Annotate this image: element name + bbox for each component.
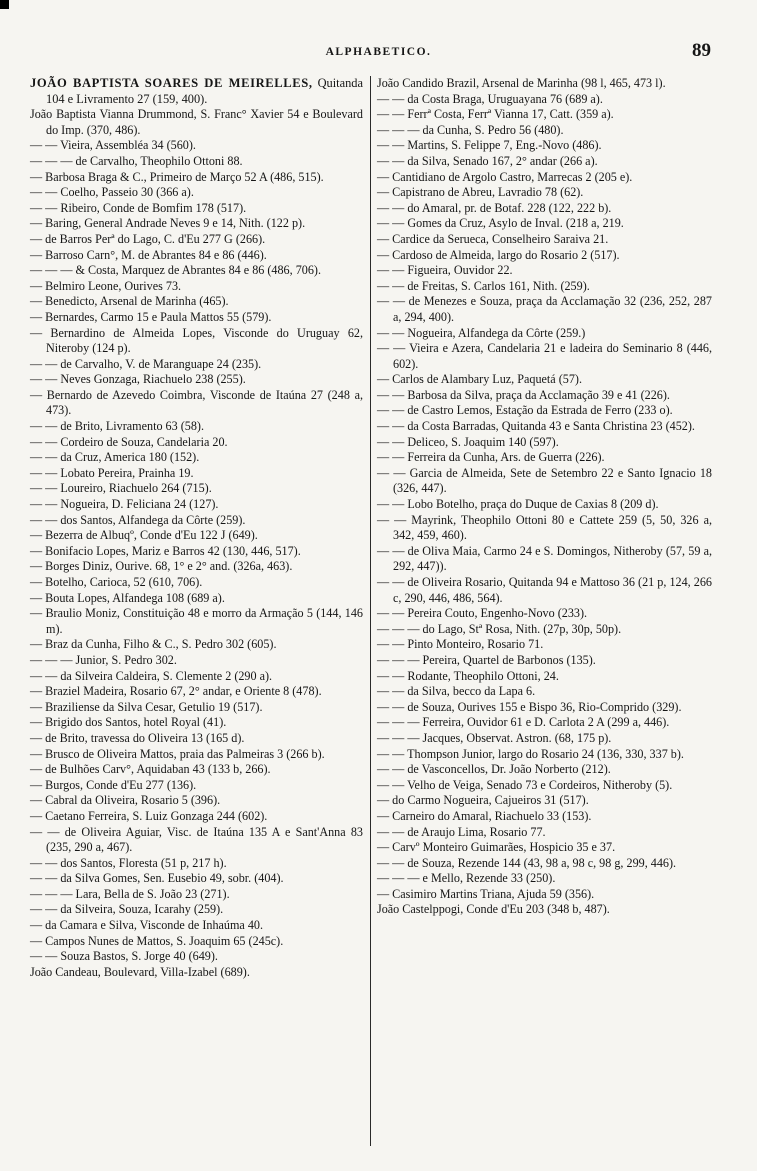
directory-entry: [30, 949, 363, 965]
entry-text: — Cardice da Serueca, Conselheiro Saraiva 21.: [377, 231, 609, 246]
entry-text: — — — Ferreira, Ouvidor 61 e D. Carlota 2 A (299 a, 446).: [377, 715, 670, 730]
entry-text: — Benedicto, Arsenal de Marinha (465).: [30, 294, 229, 309]
directory-entry: [377, 669, 712, 685]
entry-text: — — Martins, S. Felippe 7, Eng.-Novo (486).: [377, 138, 602, 153]
entry-text: — — Vieira, Assembléa 34 (560).: [30, 138, 196, 153]
entry-text: — — Pinto Monteiro, Rosario 71.: [377, 637, 544, 652]
entry-heading: JOÃO BAPTISTA SOARES DE MEIRELLES,: [30, 76, 313, 90]
directory-entry: [377, 403, 712, 419]
directory-entry: [377, 372, 712, 388]
directory-entry: [377, 606, 712, 622]
entry-text: — Cantidiano de Argolo Castro, Marrecas 2 (205 e).: [377, 169, 633, 184]
running-title: ALPHABETICO.: [325, 46, 432, 58]
directory-entry: [377, 778, 712, 794]
directory-entry: [30, 778, 363, 794]
directory-entry: [377, 747, 712, 763]
entry-text: — — da Silveira, Souza, Icarahy (259).: [30, 902, 224, 917]
directory-entry: [30, 544, 363, 560]
entry-text: — — de Oliveira Rosario, Quitanda 94 e Mattoso 36 (21 p, 124, 266 c, 290, 446, 486, 564).: [377, 575, 712, 605]
directory-entry: [377, 138, 712, 154]
directory-entry: [377, 294, 712, 325]
directory-entry: [30, 700, 363, 716]
entry-text: — — dos Santos, Floresta (51 p, 217 h).: [30, 855, 227, 870]
entry-text: — — da Silva Gomes, Sen. Eusebio 49, sobr. (404).: [30, 871, 284, 886]
entry-text: — Braziel Madeira, Rosario 67, 2° andar, e Oriente 8 (478).: [30, 684, 322, 699]
directory-entry: [30, 216, 363, 232]
directory-entry: [377, 76, 712, 92]
directory-entry: [30, 76, 363, 107]
entry-text: — Belmiro Leone, Ourives 73.: [30, 278, 182, 293]
entry-text: — Brusco de Oliveira Mattos, praia das Palmeiras 3 (266 b).: [30, 746, 325, 761]
directory-entry: [377, 497, 712, 513]
directory-entry: [30, 918, 363, 934]
directory-entry: [30, 715, 363, 731]
left-column: [30, 76, 363, 980]
entry-text: — Casimiro Martins Triana, Ajuda 59 (356).: [377, 886, 595, 901]
directory-entry: [377, 715, 712, 731]
directory-entry: [377, 216, 712, 232]
entry-text: — Bernardo de Azevedo Coimbra, Visconde de Itaúna 27 (248 a, 473).: [30, 387, 363, 418]
entry-text: — — Mayrink, Theophilo Ottoni 80 e Cattete 259 (5, 50, 326 a, 342, 459, 460).: [377, 512, 712, 543]
entry-text: João Castelppogi, Conde d'Eu 203 (348 b, 487).: [377, 902, 610, 917]
entry-text: — — — Lara, Bella de S. João 23 (271).: [30, 886, 230, 901]
directory-entry: [377, 388, 712, 404]
entry-text: — Carlos de Alambary Luz, Paquetá (57).: [377, 372, 582, 387]
directory-entry: [377, 107, 712, 123]
entry-text: — — de Araujo Lima, Rosario 77.: [377, 824, 546, 839]
entry-text: Quitanda 104 e Livramento 27 (159, 400).: [46, 76, 363, 106]
page-number: 89: [692, 40, 711, 61]
directory-entry: [30, 747, 363, 763]
directory-entry: [377, 793, 712, 809]
directory-entry: [30, 887, 363, 903]
directory-entry: [377, 466, 712, 497]
directory-entry: [377, 700, 712, 716]
entry-text: — — Neves Gonzaga, Riachuelo 238 (255).: [30, 372, 246, 387]
entry-text: — Cabral da Oliveira, Rosario 5 (396).: [30, 793, 221, 808]
entry-text: — — de Souza, Ourives 155 e Bispo 36, Rio-Comprido (329).: [377, 699, 682, 714]
directory-entry: [30, 466, 363, 482]
entry-text: — — Garcia de Almeida, Sete de Setembro 22 e Santo Ignacio 18 (326, 447).: [377, 465, 712, 496]
directory-entry: [30, 513, 363, 529]
directory-entry: [30, 138, 363, 154]
directory-entry: [30, 248, 363, 264]
entry-text: — Capistrano de Abreu, Lavradio 78 (62).: [377, 185, 584, 200]
directory-entry: [377, 154, 712, 170]
directory-entry: [30, 154, 363, 170]
directory-entry: [30, 793, 363, 809]
directory-entry: [377, 123, 712, 139]
entry-text: — Borges Diniz, Ourive. 68, 1° e 2° and. (326a, 463).: [30, 559, 293, 574]
entry-text: — — da Cruz, America 180 (152).: [30, 450, 200, 465]
entry-text: — — Nogueira, Alfandega da Côrte (259.): [377, 325, 586, 340]
entry-text: — — Velho de Veiga, Senado 73 e Cordeiros, Nitheroby (5).: [377, 777, 673, 792]
entry-text: — — Figueira, Ouvidor 22.: [377, 263, 513, 278]
directory-entry: [30, 185, 363, 201]
directory-entry: [377, 248, 712, 264]
directory-entry: [30, 731, 363, 747]
directory-entry: [377, 575, 712, 606]
directory-entry: [377, 263, 712, 279]
directory-entry: [30, 497, 363, 513]
directory-entry: [30, 357, 363, 373]
directory-entry: [30, 263, 363, 279]
entry-text: — — Pereira Couto, Engenho-Novo (233).: [377, 606, 588, 621]
entry-text: — — Barbosa da Silva, praça da Acclamação 39 e 41 (226).: [377, 387, 670, 402]
entry-text: — — Nogueira, D. Feliciana 24 (127).: [30, 497, 219, 512]
entry-text: — — de Freitas, S. Carlos 161, Nith. (259).: [377, 278, 590, 293]
entry-text: — — — Pereira, Quartel de Barbonos (135).: [377, 652, 596, 667]
entry-text: — Baring, General Andrade Neves 9 e 14, Nith. (122 p).: [30, 216, 306, 231]
directory-entry: [377, 622, 712, 638]
entry-text: João Candeau, Boulevard, Villa-Izabel (689).: [30, 964, 250, 979]
directory-entry: [377, 637, 712, 653]
entry-text: — Bezerra de Albuqº, Conde d'Eu 122 J (649).: [30, 528, 258, 543]
entry-text: — — de Menezes e Souza, praça da Acclamação 32 (236, 252, 287 a, 294, 400).: [377, 294, 712, 324]
directory-entry: [377, 170, 712, 186]
directory-entry: [30, 435, 363, 451]
directory-entry: [377, 185, 712, 201]
entry-text: — — — de Carvalho, Theophilo Ottoni 88.: [30, 153, 243, 168]
directory-entry: [377, 435, 712, 451]
entry-text: João Baptista Vianna Drummond, S. Franc° Xavier 54 e Boulevard do Imp. (370, 486).: [30, 107, 363, 137]
directory-entry: [30, 450, 363, 466]
entry-text: — — de Vasconcellos, Dr. João Norberto (212).: [377, 762, 611, 777]
directory-entry: [30, 481, 363, 497]
entry-text: — — — & Costa, Marquez de Abrantes 84 e 86 (486, 706).: [30, 263, 321, 278]
entry-text: — — de Oliveira Aguiar, Visc. de Itaúna 135 A e Sant'Anna 83 (235, 290 a, 467).: [30, 824, 363, 855]
directory-entry: [377, 450, 712, 466]
entry-text: — — — da Cunha, S. Pedro 56 (480).: [377, 122, 564, 137]
directory-entry: [30, 326, 363, 357]
page-header: [40, 38, 717, 62]
entry-text: — — Thompson Junior, largo do Rosario 24 (136, 330, 337 b).: [377, 746, 684, 761]
entry-text: — Botelho, Carioca, 52 (610, 706).: [30, 575, 203, 589]
directory-entry: [377, 419, 712, 435]
entry-text: — — da Silveira Caldeira, S. Clemente 2 (290 a).: [30, 668, 273, 683]
directory-entry: [30, 591, 363, 607]
entry-text: João Candido Brazil, Arsenal de Marinha (98 l, 465, 473 l).: [377, 76, 666, 90]
directory-entry: [377, 809, 712, 825]
directory-entry: [30, 559, 363, 575]
entry-text: — — da Silva, Senado 167, 2° andar (266 a).: [377, 153, 598, 168]
directory-entry: [30, 606, 363, 637]
directory-entry: [30, 809, 363, 825]
directory-entry: [30, 902, 363, 918]
directory-entry: [30, 201, 363, 217]
directory-entry: [377, 871, 712, 887]
directory-entry: [30, 871, 363, 887]
directory-entry: [30, 107, 363, 138]
directory-entry: [30, 856, 363, 872]
directory-entry: [377, 201, 712, 217]
directory-entry: [30, 310, 363, 326]
corner-mark: [0, 0, 9, 9]
entry-text: — — do Amaral, pr. de Botaf. 228 (122, 222 b).: [377, 200, 612, 215]
entry-text: — — Ferrª Costa, Ferrª Vianna 17, Catt. (359 a).: [377, 107, 614, 122]
entry-text: — — Deliceo, S. Joaquim 140 (597).: [377, 434, 559, 449]
entry-text: — — Lobo Botelho, praça do Duque de Caxias 8 (209 d).: [377, 497, 659, 512]
entry-text: — — Gomes da Cruz, Asylo de Inval. (218 a, 219.: [377, 216, 624, 231]
column-divider: [370, 76, 371, 1146]
entry-text: — do Carmo Nogueira, Cajueiros 31 (517).: [377, 793, 589, 808]
entry-text: — — de Castro Lemos, Estação da Estrada de Ferro (233 o).: [377, 403, 673, 418]
entry-text: — — — e Mello, Rezende 33 (250).: [377, 871, 556, 886]
directory-entry: [30, 419, 363, 435]
entry-text: — — Lobato Pereira, Prainha 19.: [30, 465, 194, 480]
directory-entry: [30, 372, 363, 388]
entry-text: — — Ribeiro, Conde de Bomfim 178 (517).: [30, 200, 247, 215]
entry-text: — Brigido dos Santos, hotel Royal (41).: [30, 715, 227, 730]
entry-text: — — — Jacques, Observat. Astron. (68, 175 p).: [377, 730, 612, 745]
entry-text: — — Vieira e Azera, Candelaria 21 e ladeira do Seminario 8 (446, 602).: [377, 341, 712, 371]
entry-text: — Bonifacio Lopes, Mariz e Barros 42 (130, 446, 517).: [30, 543, 301, 558]
directory-entry: [30, 762, 363, 778]
entry-text: — Caetano Ferreira, S. Luiz Gonzaga 244 (602).: [30, 808, 268, 823]
directory-entry: [377, 856, 712, 872]
directory-entry: [30, 170, 363, 186]
entry-text: — de Bulhões Carv°, Aquidaban 43 (133 b, 266).: [30, 762, 271, 777]
entry-text: — Barbosa Braga & C., Primeiro de Março 52 A (486, 515).: [30, 169, 324, 184]
directory-entry: [377, 92, 712, 108]
directory-entry: [30, 232, 363, 248]
entry-text: — Cardoso de Almeida, largo do Rosario 2 (517).: [377, 247, 620, 262]
entry-text: — de Barros Perª do Lago, C. d'Eu 277 G (266).: [30, 231, 266, 246]
entry-text: — Bernardes, Carmo 15 e Paula Mattos 55 (579).: [30, 309, 272, 324]
directory-entry: [377, 544, 712, 575]
entry-text: — Bernardino de Almeida Lopes, Visconde do Uruguay 62, Niteroby (124 p).: [30, 325, 363, 356]
directory-entry: [377, 684, 712, 700]
entry-text: — — Cordeiro de Souza, Candelaria 20.: [30, 434, 228, 449]
directory-entry: [377, 902, 712, 918]
entry-text: — — da Silva, becco da Lapa 6.: [377, 684, 536, 699]
entry-text: — — Loureiro, Riachuelo 264 (715).: [30, 481, 212, 496]
entry-text: — — Ferreira da Cunha, Ars. de Guerra (226).: [377, 450, 605, 465]
directory-entry: [30, 637, 363, 653]
directory-entry: [377, 762, 712, 778]
directory-entry: [30, 528, 363, 544]
directory-entry: [377, 731, 712, 747]
entry-text: — — — do Lago, Stª Rosa, Nith. (27p, 30p, 50p).: [377, 621, 622, 636]
entry-text: — Barroso Carn°, M. de Abrantes 84 e 86 (446).: [30, 247, 267, 262]
entry-text: — da Camara e Silva, Visconde de Inhaúma 40.: [30, 918, 264, 933]
entry-text: — — de Souza, Rezende 144 (43, 98 a, 98 c, 98 g, 299, 446).: [377, 855, 677, 870]
directory-entry: [377, 279, 712, 295]
directory-entry: [377, 840, 712, 856]
entry-text: — Campos Nunes de Mattos, S. Joaquim 65 (245c).: [30, 933, 284, 948]
right-column: [377, 76, 712, 918]
entry-text: — — de Brito, Livramento 63 (58).: [30, 419, 204, 434]
directory-entry: [30, 934, 363, 950]
entry-text: — — dos Santos, Alfandega da Côrte (259).: [30, 512, 246, 527]
directory-entry: [30, 669, 363, 685]
entry-text: — Braziliense da Silva Cesar, Getulio 19 (517).: [30, 699, 263, 714]
entry-text: — de Brito, travessa do Oliveira 13 (165 d).: [30, 730, 245, 745]
entry-text: — Braulio Moniz, Constituição 48 e morro da Armação 5 (144, 146 m).: [30, 606, 363, 636]
entry-text: — — Rodante, Theophilo Ottoni, 24.: [377, 668, 559, 683]
directory-entry: [377, 513, 712, 544]
directory-entry: [30, 965, 363, 981]
directory-entry: [377, 825, 712, 841]
directory-entry: [30, 684, 363, 700]
directory-entry: [30, 294, 363, 310]
entry-text: — Braz da Cunha, Filho & C., S. Pedro 302 (605).: [30, 637, 277, 652]
directory-entry: [377, 887, 712, 903]
directory-entry: [377, 232, 712, 248]
directory-entry: [30, 388, 363, 419]
directory-entry: [377, 653, 712, 669]
directory-entry: [30, 575, 363, 591]
entry-text: — Carvº Monteiro Guimarães, Hospicio 35 e 37.: [377, 840, 616, 855]
entry-text: — — da Costa Braga, Uruguayana 76 (689 a).: [377, 91, 603, 106]
entry-text: — — Souza Bastos, S. Jorge 40 (649).: [30, 949, 218, 964]
entry-text: — Carneiro do Amaral, Riachuelo 33 (153).: [377, 808, 592, 823]
entry-text: — — Coelho, Passeio 30 (366 a).: [30, 185, 194, 200]
directory-entry: [30, 279, 363, 295]
directory-entry: [30, 825, 363, 856]
entry-text: — Bouta Lopes, Alfandega 108 (689 a).: [30, 590, 225, 605]
directory-entry: [377, 326, 712, 342]
entry-text: — — de Carvalho, V. de Maranguape 24 (235).: [30, 356, 262, 371]
entry-text: — — de Oliva Maia, Carmo 24 e S. Domingos, Nitheroby (57, 59 a, 292, 447)).: [377, 543, 712, 574]
entry-text: — Burgos, Conde d'Eu 277 (136).: [30, 777, 197, 792]
entry-text: — — — Junior, S. Pedro 302.: [30, 652, 177, 667]
directory-entry: [30, 653, 363, 669]
directory-entry: [377, 341, 712, 372]
entry-text: — — da Costa Barradas, Quitanda 43 e Santa Christina 23 (452).: [377, 419, 695, 434]
